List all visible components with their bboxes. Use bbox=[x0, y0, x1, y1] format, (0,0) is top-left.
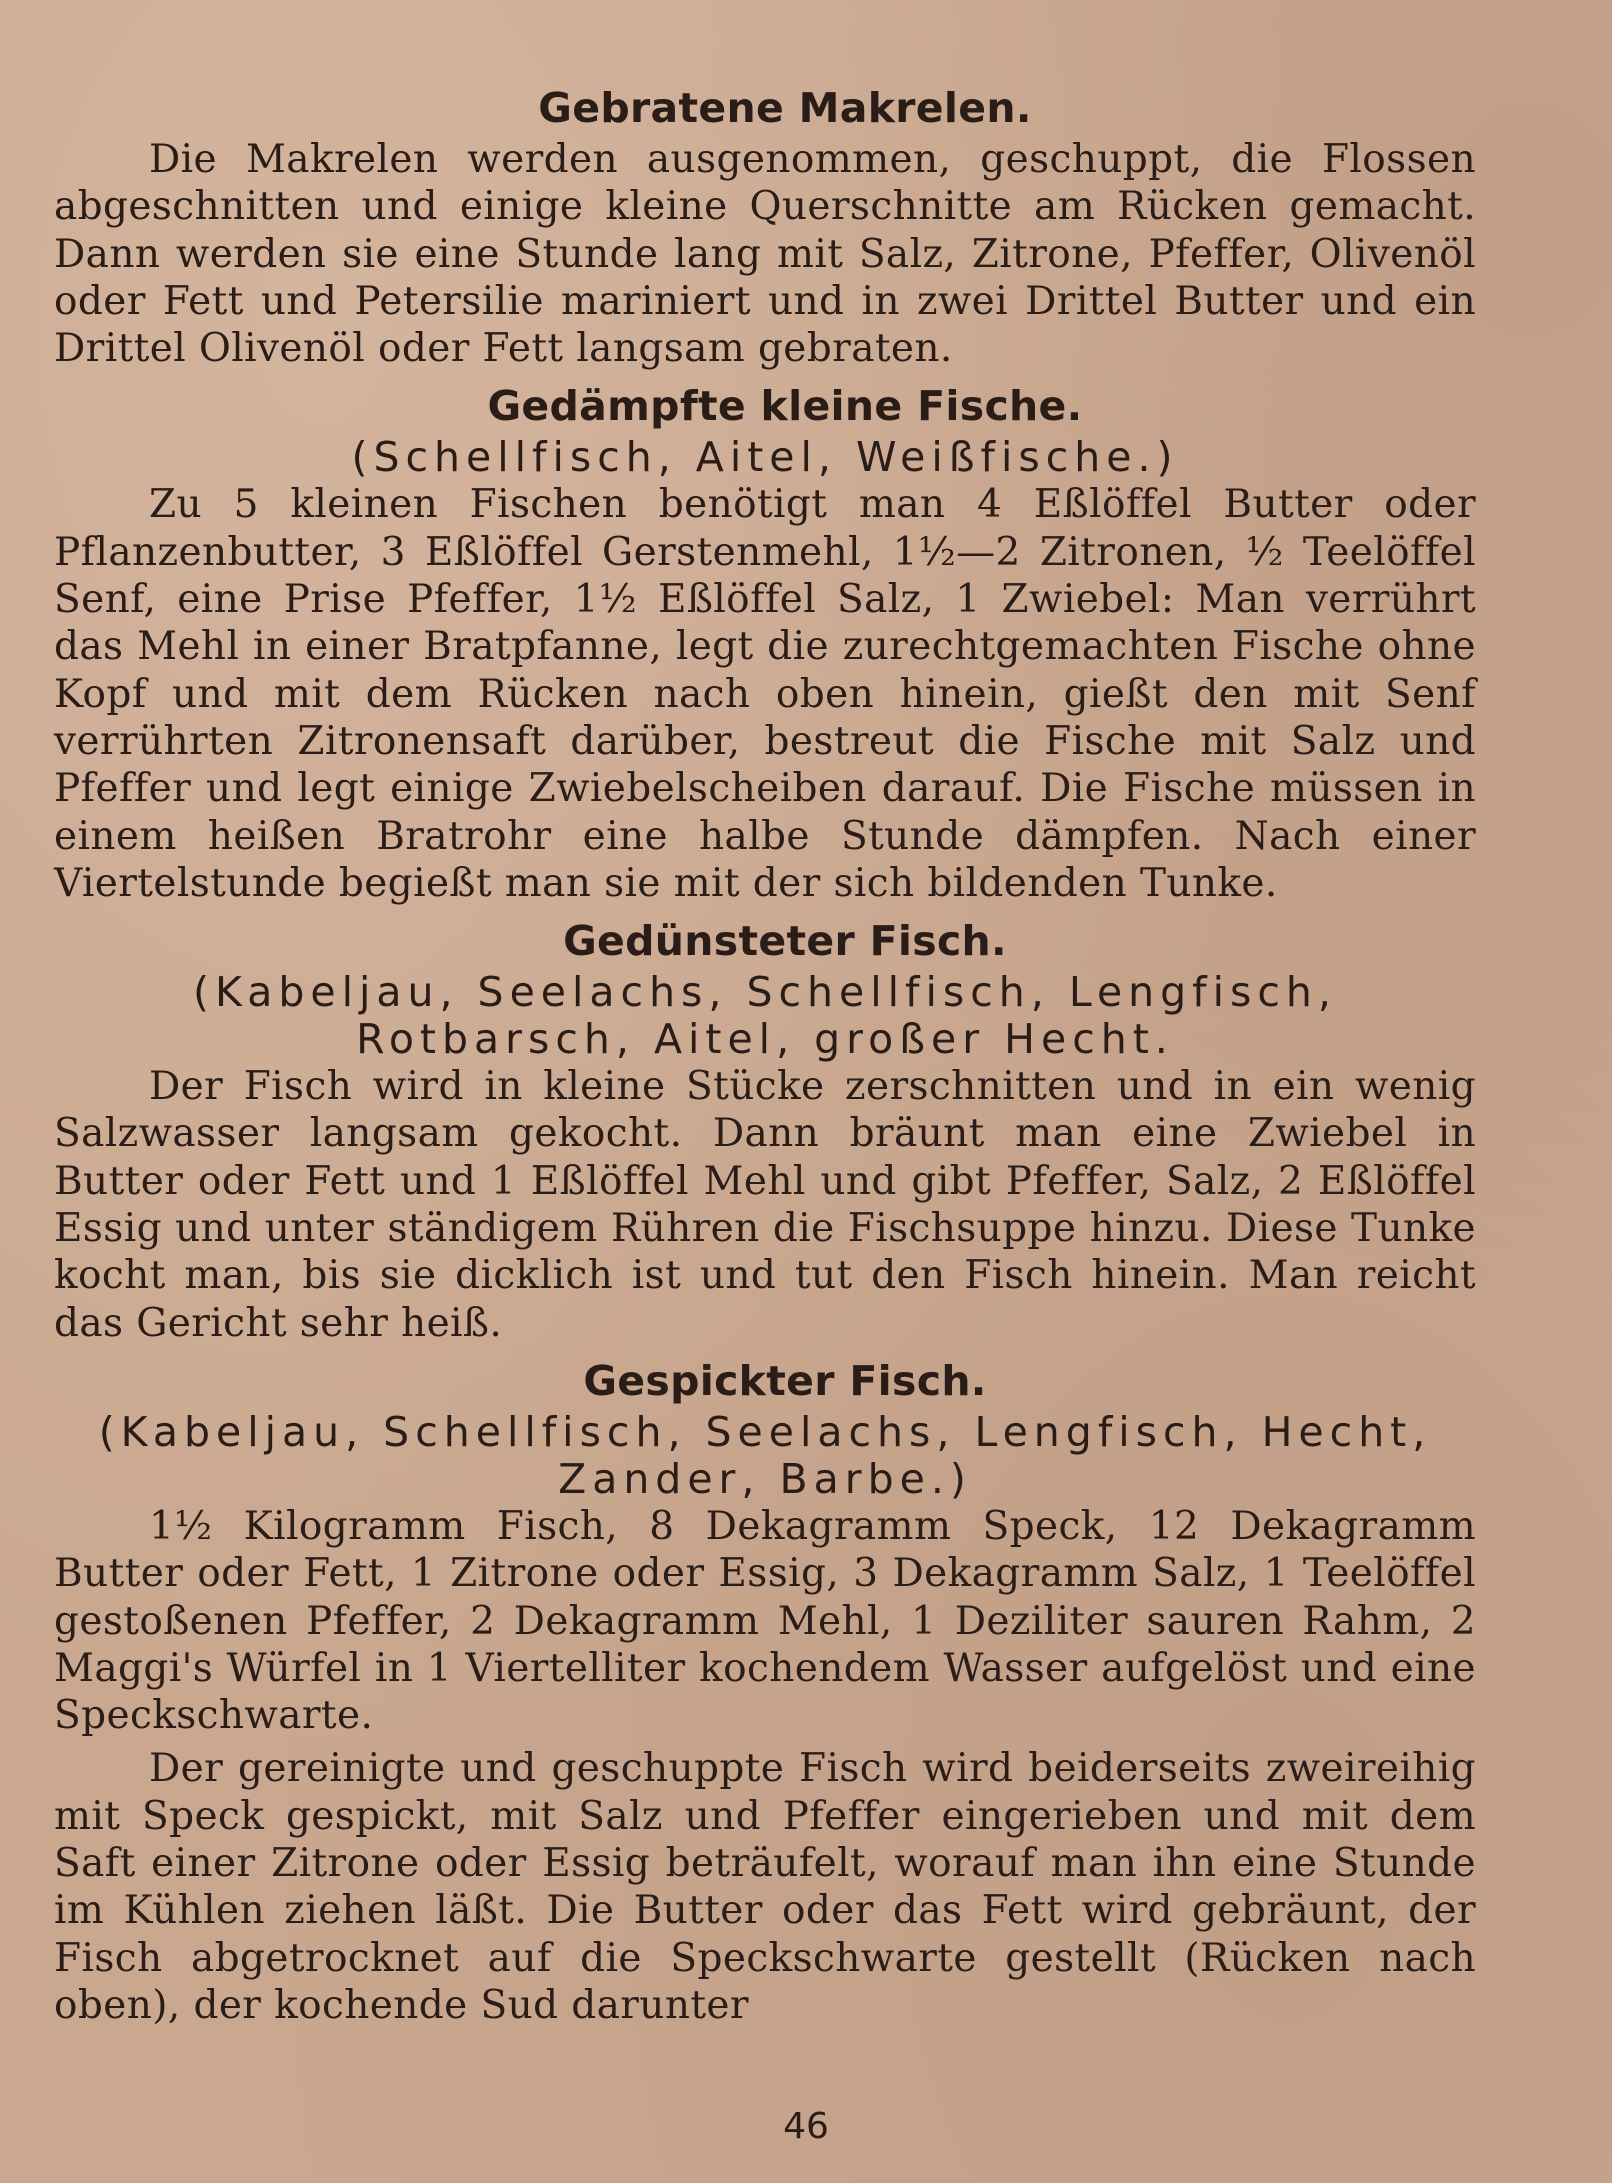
page-number: 46 bbox=[783, 2106, 829, 2147]
recipe-fish-types: (Kabeljau, Seelachs, Schellfisch, Lengfisch, Rotbarsch, Aitel, großer Hecht. bbox=[193, 968, 1337, 1064]
recipe-text: Der gereinigte und geschuppte Fisch wird beiderseits zweireihig mit Speck gespickt, mit Salz und Pfeffer eingerieben und mit dem Saft einer Zitrone oder Essig beträufelt, worauf man ihn eine Stunde im Kühlen ziehen läßt. Die Butter oder das Fett wird gebräunt, der Fisch abgetrocknet auf die Speckschwarte gestellt (Rücken nach oben), der kochende Sud darunter bbox=[54, 1746, 1476, 2028]
recipe-text: Die Makrelen werden ausgenommen, geschuppt, die Flossen abgeschnitten und einige kleine Querschnitte am Rücken gemacht. Dann werden sie eine Stunde lang mit Salz, Zitrone, Pfeffer, Olivenöl oder Fett und Petersilie mariniert und in zwei Drittel Butter und ein Drittel Olivenöl oder Fett langsam gebraten. bbox=[54, 137, 1476, 372]
recipe-ingredients: 1½ Kilogramm Fisch, 8 Dekagramm Speck, 12 Dekagramm Butter oder Fett, 1 Zitrone oder Essig, 3 Dekagramm Salz, 1 Teelöffel gestoßenen Pfeffer, 2 Dekagramm Mehl, 1 Deziliter sauren Rahm, 2 Maggi's Würfel in 1 Viertelliter kochendem Wasser aufgelöst und eine Speckschwarte. bbox=[54, 1503, 1476, 1739]
recipe-title-geduensteter-fisch: Gedünsteter Fisch. bbox=[563, 917, 1007, 966]
recipe-title-gespickter-fisch: Gespickter Fisch. bbox=[583, 1356, 987, 1405]
recipe-title-gedaempfte-kleine-fische: Gedämpfte kleine Fische. bbox=[487, 382, 1083, 431]
recipe-text: Der Fisch wird in kleine Stücke zerschnitten und in ein wenig Salzwasser langsam gekocht. Dann bräunt man eine Zwiebel in Butter oder Fett und 1 Eßlöffel Mehl und gibt Pfeffer, Salz, 2 Eßlöffel Essig und unter ständigem Rühren die Fischsuppe hinzu. Diese Tunke kocht man, bis sie dicklich ist und tut den Fisch hinein. Man reicht das Gericht sehr heiß. bbox=[54, 1064, 1476, 1346]
recipe-fish-types: (Kabeljau, Schellfisch, Seelachs, Lengfisch, Hecht, Zander, Barbe.) bbox=[98, 1407, 1432, 1503]
recipe-text: Zu 5 kleinen Fischen benötigt man 4 Eßlöffel Butter oder Pflanzenbutter, 3 Eßlöffel Gerstenmehl, 1½—2 Zitronen, ½ Teelöffel Senf, eine Prise Pfeffer, 1½ Eßlöffel Salz, 1 Zwiebel: Man verrührt das Mehl in einer Bratpfanne, legt die zurechtgemachten Fische ohne Kopf und mit dem Rücken nach oben hinein, gießt den mit Senf verrührten Zitronensaft darüber, bestreut die Fische mit Salz und Pfeffer und legt einige Zwiebelscheiben darauf. Die Fische müssen in einem heißen Bratrohr eine halbe Stunde dämpfen. Nach einer Viertelstunde begießt man sie mit der sich bildenden Tunke. bbox=[54, 482, 1476, 906]
recipe-title-gebratene-makrelen: Gebratene Makrelen. bbox=[538, 84, 1032, 132]
recipe-fish-types: (Schellfisch, Aitel, Weißfische.) bbox=[351, 433, 1179, 482]
